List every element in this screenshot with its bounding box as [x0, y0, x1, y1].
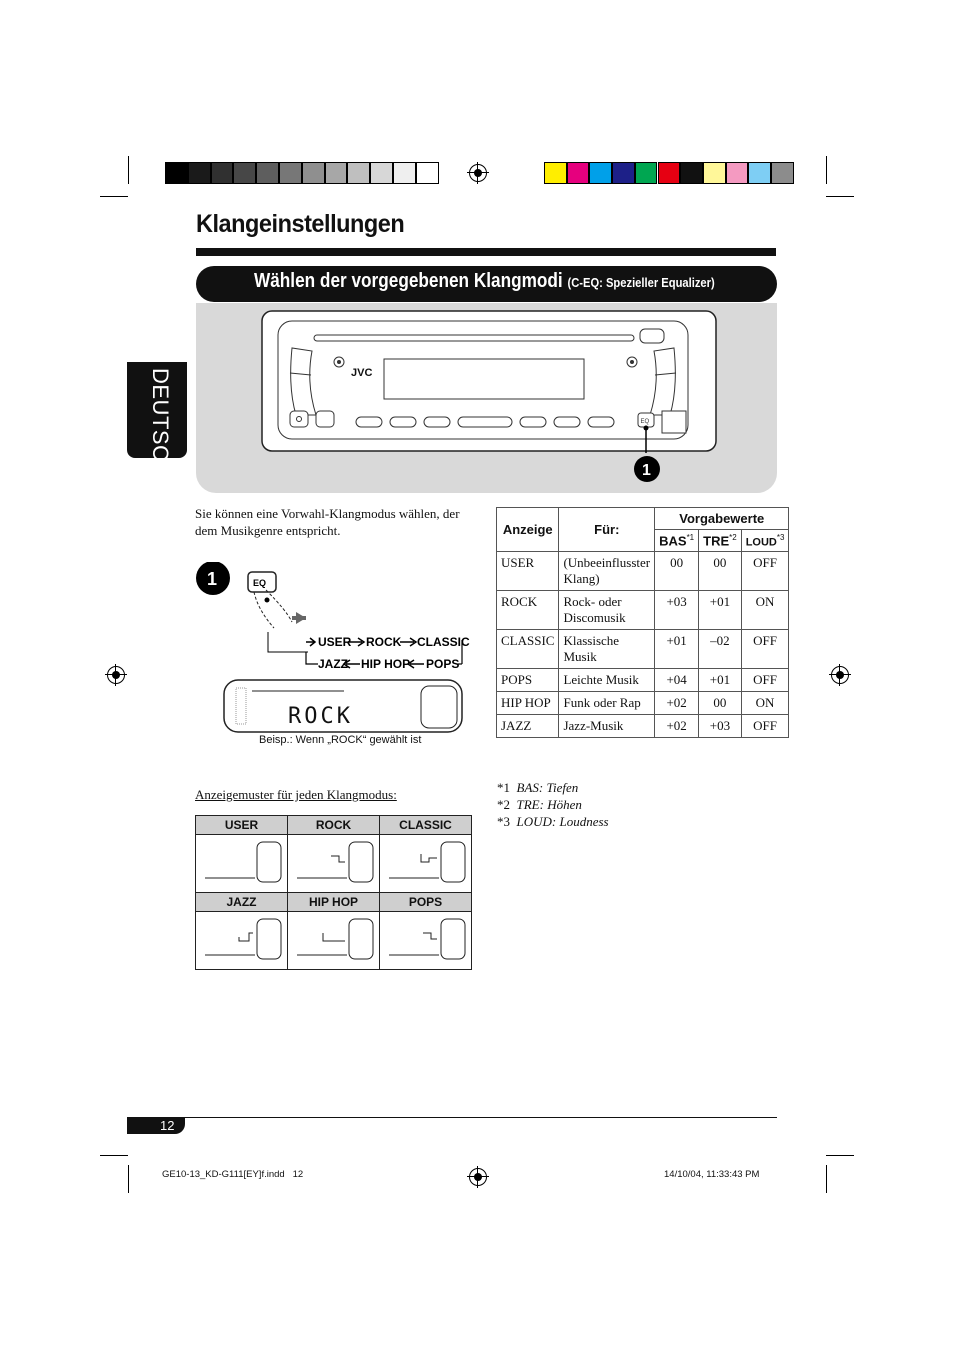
table-cell-tre: +01 — [699, 669, 742, 692]
cycle-pops: POPS — [426, 657, 460, 671]
color-swatch — [544, 162, 567, 184]
gray-swatch — [325, 162, 348, 184]
gray-swatch — [393, 162, 416, 184]
gray-swatch — [256, 162, 279, 184]
table-cell-for: Klassische Musik — [559, 630, 655, 669]
cycle-classic: CLASSIC — [417, 635, 470, 649]
patterns-label: Anzeigemuster für jeden Klangmodus: — [195, 787, 397, 802]
table-cell-bas: 00 — [655, 552, 699, 591]
header-loud: LOUD$^{*3}$ — [741, 530, 789, 552]
registration-mark-icon — [469, 164, 487, 182]
intro-text: Sie können eine Vorwahl-Klangmodus wählen, der dem Musikgenre entspricht. — [195, 506, 460, 538]
color-swatch — [771, 162, 794, 184]
gray-swatch — [302, 162, 325, 184]
table-cell-bas: +01 — [655, 630, 699, 669]
color-swatch — [589, 162, 612, 184]
table-cell-loud: OFF — [741, 630, 789, 669]
color-swatch — [567, 162, 590, 184]
table-cell-bas: +02 — [655, 692, 699, 715]
footnotes — [497, 779, 609, 830]
footnote: *2 TRE: Höhen — [497, 797, 582, 812]
table-cell-display: ROCK — [497, 591, 559, 630]
table-cell-display: POPS — [497, 669, 559, 692]
gray-swatch — [347, 162, 370, 184]
pattern-head-hiphop: HIP HOP — [287, 892, 380, 912]
header-for: Für: — [559, 508, 655, 552]
gray-swatch — [233, 162, 256, 184]
crop-mark — [826, 196, 854, 197]
color-swatch — [680, 162, 703, 184]
crop-mark — [826, 1155, 854, 1156]
registration-mark-icon — [469, 1168, 487, 1186]
crop-mark — [128, 1165, 129, 1193]
gray-swatch — [416, 162, 439, 184]
section-subheading: (C-EQ: Spezieller Equalizer) — [567, 275, 715, 290]
table-row — [497, 669, 789, 692]
display-caption: Beisp.: Wenn „ROCK“ gewählt ist — [259, 734, 422, 746]
page-title: Klangeinstellungen — [196, 210, 405, 238]
cycle-jazz: JAZZ — [318, 657, 348, 671]
gray-swatch — [279, 162, 302, 184]
table-cell-display: CLASSIC — [497, 630, 559, 669]
crop-mark — [100, 1155, 128, 1156]
title-rule — [196, 248, 776, 256]
table-cell-display: JAZZ — [497, 715, 559, 738]
cycle-user: USER — [318, 635, 352, 649]
table-row — [497, 715, 789, 738]
footer-timestamp: 14/10/04, 11:33:43 PM — [664, 1169, 760, 1180]
registration-mark-icon — [831, 666, 849, 684]
gray-swatch — [211, 162, 234, 184]
header-bas: BAS$^{*1}$ — [655, 530, 699, 552]
lcd-display-text: ROCK — [288, 704, 353, 729]
cycle-rock: ROCK — [366, 635, 402, 649]
table-cell-tre: 00 — [699, 552, 742, 591]
table-row — [497, 630, 789, 669]
table-cell-tre: +03 — [699, 715, 742, 738]
callout-step-number: 1 — [642, 462, 651, 479]
brand-logo: JVC — [351, 367, 373, 379]
crop-mark — [100, 196, 128, 197]
crop-mark — [128, 156, 129, 184]
table-cell-for: Rock- oder Discomusik — [559, 591, 655, 630]
crop-mark — [826, 156, 827, 184]
table-cell-display: USER — [497, 552, 559, 591]
eq-cycle-diagram — [196, 562, 476, 742]
step-number: 1 — [207, 569, 218, 589]
crop-mark — [826, 1165, 827, 1193]
table-cell-for: Jazz-Musik — [559, 715, 655, 738]
section-heading-bar — [196, 266, 777, 302]
pattern-head-classic: CLASSIC — [379, 815, 472, 835]
table-cell-bas: +04 — [655, 669, 699, 692]
table-cell-loud: ON — [741, 692, 789, 715]
cycle-hiphop: HIP HOP — [361, 657, 411, 671]
gray-swatch — [370, 162, 393, 184]
page-number: 12 — [160, 1118, 175, 1133]
registration-mark-icon — [107, 666, 125, 684]
table-cell-display: HIP HOP — [497, 692, 559, 715]
table-cell-for: (Unbeeinflusster Klang) — [559, 552, 655, 591]
table-cell-bas: +02 — [655, 715, 699, 738]
pattern-head-rock: ROCK — [287, 815, 380, 835]
footer-file: GE10-13_KD-G111[EY]f.indd 12 — [162, 1169, 304, 1180]
color-swatch — [748, 162, 771, 184]
table-row — [497, 692, 789, 715]
table-cell-loud: ON — [741, 591, 789, 630]
table-cell-loud: OFF — [741, 669, 789, 692]
table-cell-bas: +03 — [655, 591, 699, 630]
table-cell-for: Leichte Musik — [559, 669, 655, 692]
header-defaults: Vorgabewerte — [655, 508, 789, 530]
header-tre: TRE$^{*2}$ — [699, 530, 742, 552]
step-illustration — [196, 562, 476, 762]
pattern-head-pops: POPS — [379, 892, 472, 912]
header-display: Anzeige — [497, 508, 559, 552]
eq-button-label: EQ — [640, 419, 650, 425]
table-row — [497, 552, 789, 591]
table-cell-loud: OFF — [741, 715, 789, 738]
color-swatch — [703, 162, 726, 184]
car-stereo-illustration — [196, 303, 777, 493]
pattern-head-jazz: JAZZ — [195, 892, 288, 912]
table-cell-tre: +01 — [699, 591, 742, 630]
color-swatch — [635, 162, 658, 184]
page-footer-rule — [127, 1117, 777, 1118]
pattern-grid — [195, 815, 472, 970]
table-cell-loud: OFF — [741, 552, 789, 591]
step-eq-button: EQ — [253, 578, 267, 588]
footnote: *1 BAS: Tiefen — [497, 780, 579, 795]
gray-swatch — [165, 162, 188, 184]
section-heading — [254, 270, 715, 293]
table-cell-tre: 00 — [699, 692, 742, 715]
table-cell-for: Funk oder Rap — [559, 692, 655, 715]
table-cell-tre: –02 — [699, 630, 742, 669]
table-row — [497, 591, 789, 630]
defaults-table — [496, 507, 789, 738]
pattern-head-user: USER — [195, 815, 288, 835]
device-illustration-panel — [196, 303, 777, 493]
color-swatch — [726, 162, 749, 184]
pattern-drawings — [195, 815, 472, 970]
gray-swatch — [188, 162, 211, 184]
color-swatch — [658, 162, 681, 184]
footnote: *3 LOUD: Loudness — [497, 814, 609, 829]
language-tab-label: DEUTSCH — [148, 368, 173, 478]
section-heading-text: Wählen der vorgegebenen Klangmodi — [254, 270, 563, 292]
color-swatch — [612, 162, 635, 184]
page-number-tab — [127, 1118, 185, 1134]
